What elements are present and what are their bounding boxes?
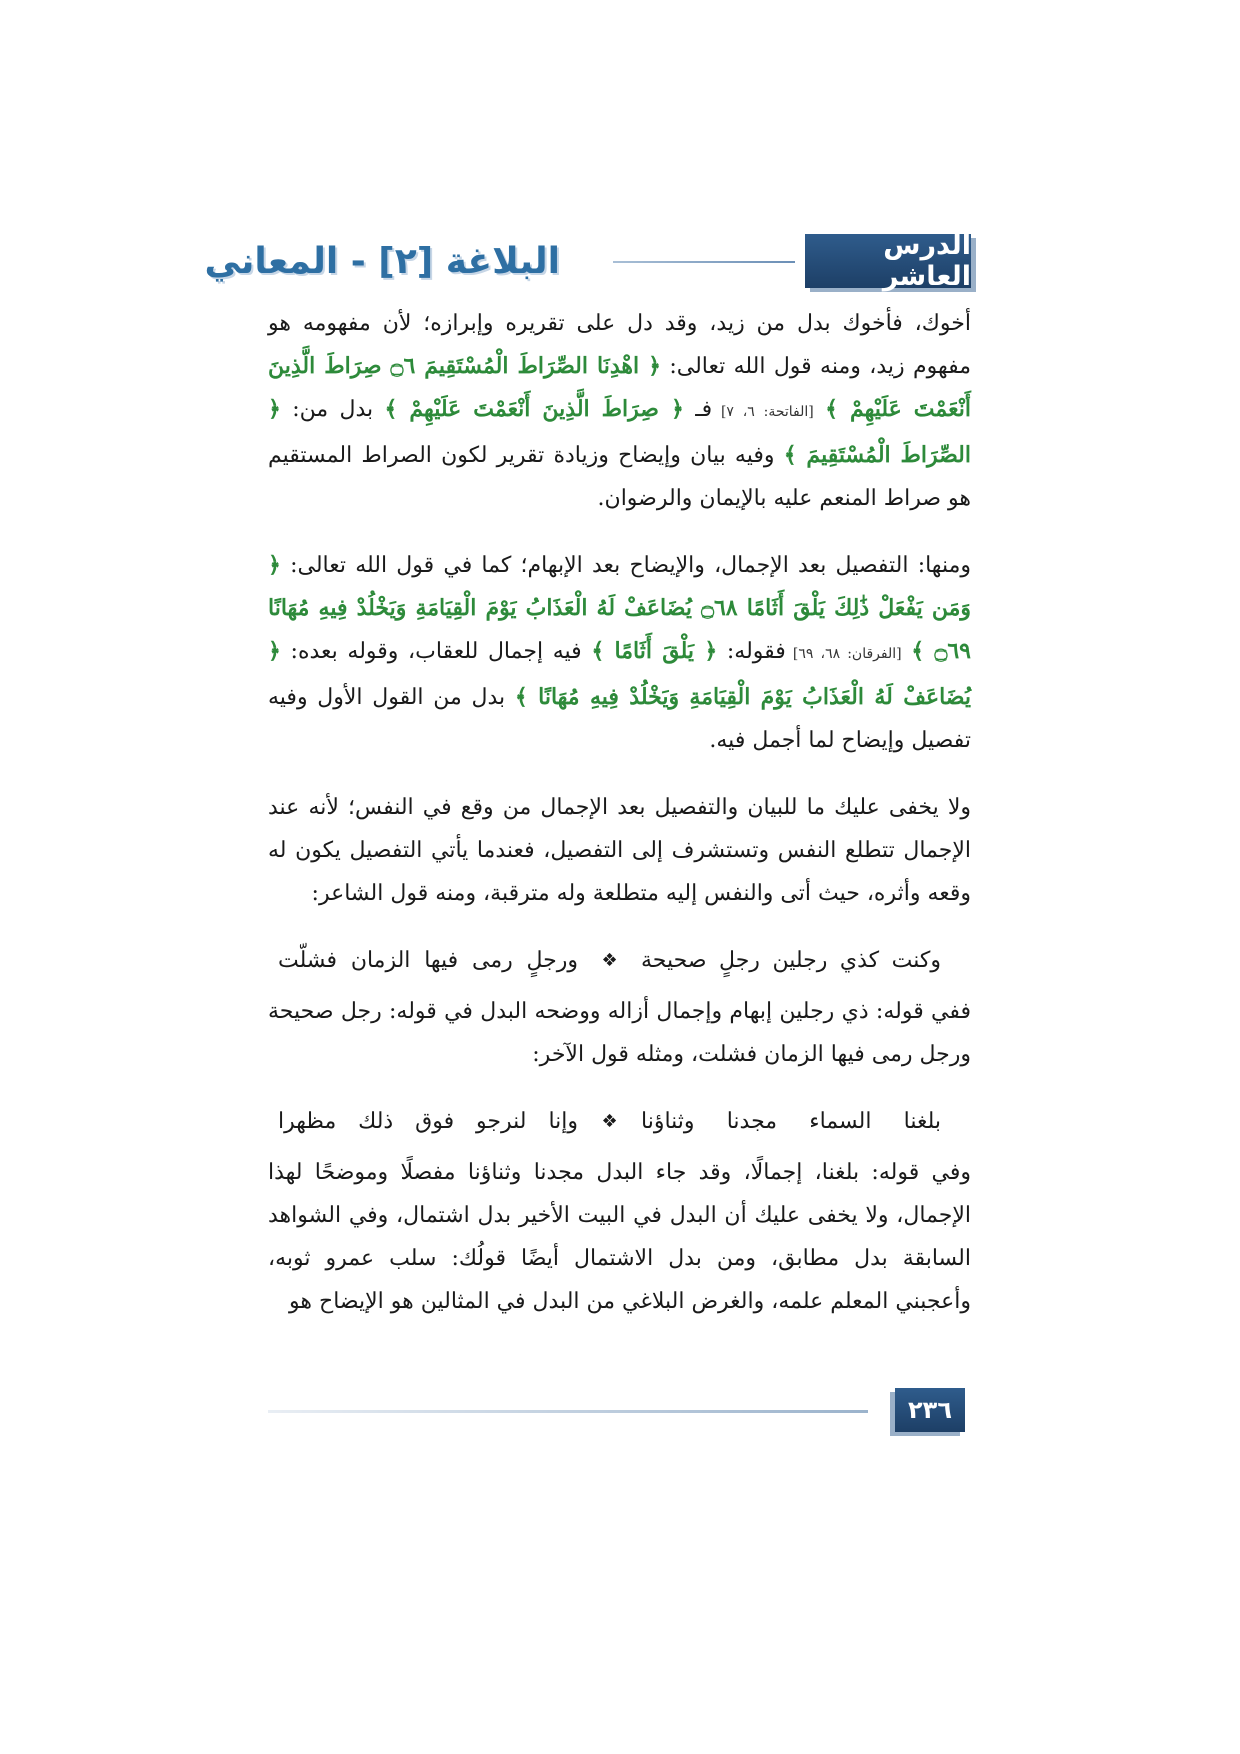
paragraph-1 [268, 302, 971, 520]
page-footer [268, 1388, 971, 1434]
header-divider [613, 261, 795, 263]
page-number: ٢٣٦ [895, 1388, 965, 1432]
book-title: البلاغة [٢] - المعاني [204, 240, 560, 282]
first-hemistich: بلغنا السماء مجدنا وثناؤنا [641, 1109, 941, 1134]
paragraph-2 [268, 544, 971, 762]
quran-verse: ﴿ يُضَاعَفْ لَهُ الْعَذَابُ يَوْمَ الْقِيَامَةِ وَيَخْلُدْ فِيهِ مُهَانًا ﴾ [268, 638, 972, 710]
second-hemistich: وإنا لنرجو فوق ذلك مظهرا [278, 1109, 579, 1134]
quran-verse: ﴿ الصِّرَاطَ الْمُسْتَقِيمَ ﴾ [268, 396, 971, 468]
text-segment: فـ [695, 397, 713, 422]
text-segment: أخوك، فأخوك بدل من زيد، وقد دل على تقريره وإبرازه؛ لأن مفهومه هو مفهوم زيد، ومنه قول الله تعالى: [268, 311, 971, 379]
quran-verse: ﴿ وَمَن يَفْعَلْ ذَٰلِكَ يَلْقَ أَثَامًا ۝٦٨ يُضَاعَفْ لَهُ الْعَذَابُ يَوْمَ الْقِيَامَةِ وَيَخْلُدْ فِيهِ مُهَانًا ۝٦٩ ﴾ [268, 552, 971, 664]
paragraph-3: ولا يخفى عليك ما للبيان والتفصيل بعد الإجمال من وقع في النفس؛ لأنه عند الإجمال تتطلع النفس وتستشرف إلى التفصيل، فعندما يأتي التفصيل يكون له وقعه وأثره، حيث أتى والنفس إليه متطلعة وله مترقبة، ومنه قول الشاعر: [268, 795, 971, 906]
paragraph-5: وفي قوله: بلغنا، إجمالًا، وقد جاء البدل مجدنا وثناؤنا مفصلًا وموضحًا لهذا الإجمال، ولا يخفى عليك أن البدل في البيت الأخير بدل اشتمال، وفي الشواهد السابقة بدل مطابق، ومن بدل الاشتمال أيضًا قولُك: سلب عمرو ثوبه، وأعجبني المعلم علمه، والغرض البلاغي من البدل في المثالين هو الإيضاح هو [268, 1160, 971, 1314]
verse-reference: [الفاتحة: ٦، ٧] [712, 404, 814, 420]
verse-reference: [الفرقان: ٦٨، ٦٩] [785, 646, 902, 662]
text-segment: وفيه بيان وإيضاح وزيادة تقرير لكون الصراط المستقيم هو صراط المنعم عليه بالإيمان والرضوان. [268, 443, 971, 511]
text-segment: فقوله: [717, 639, 786, 664]
text-segment: بدل من القول الأول وفيه تفصيل وإيضاح لما أجمل فيه. [268, 685, 971, 753]
diamond-separator-icon: ❖ [601, 1111, 618, 1132]
quran-verse: ﴿ يَلْقَ أَثَامًا ﴾ [591, 638, 718, 664]
quran-verse: ﴿ اهْدِنَا الصِّرَاطَ الْمُسْتَقِيمَ ۝٦ صِرَاطَ الَّذِينَ أَنْعَمْتَ عَلَيْهِمْ ﴾ [268, 353, 971, 422]
text-segment: فيه إجمال للعقاب، وقوله بعده: [280, 639, 582, 664]
footer-divider [268, 1410, 868, 1413]
paragraph-4: ففي قوله: ذي رجلين إبهام وإجمال أزاله ووضحه البدل في قوله: رجل صحيحة ورجل رمى فيها الزمان فشلت، ومثله قول الآخر: [268, 999, 971, 1067]
poem-verse-2 [268, 1100, 971, 1143]
poem-verse-1 [268, 939, 971, 982]
quran-verse: ﴿ صِرَاطَ الَّذِينَ أَنْعَمْتَ عَلَيْهِمْ ﴾ [384, 396, 684, 422]
second-hemistich: ورجلٍ رمى فيها الزمان فشلّت [278, 948, 579, 973]
lesson-label: الدرس العاشر [805, 234, 971, 288]
page-body [268, 302, 971, 1347]
text-segment: بدل من: [280, 397, 374, 422]
page-header [204, 230, 971, 292]
first-hemistich: وكنت كذي رجلين رجلٍ صحيحة [641, 948, 941, 973]
text-segment: ومنها: التفصيل بعد الإجمال، والإيضاح بعد الإبهام؛ كما في قول الله تعالى: [280, 553, 971, 578]
diamond-separator-icon: ❖ [601, 950, 618, 971]
